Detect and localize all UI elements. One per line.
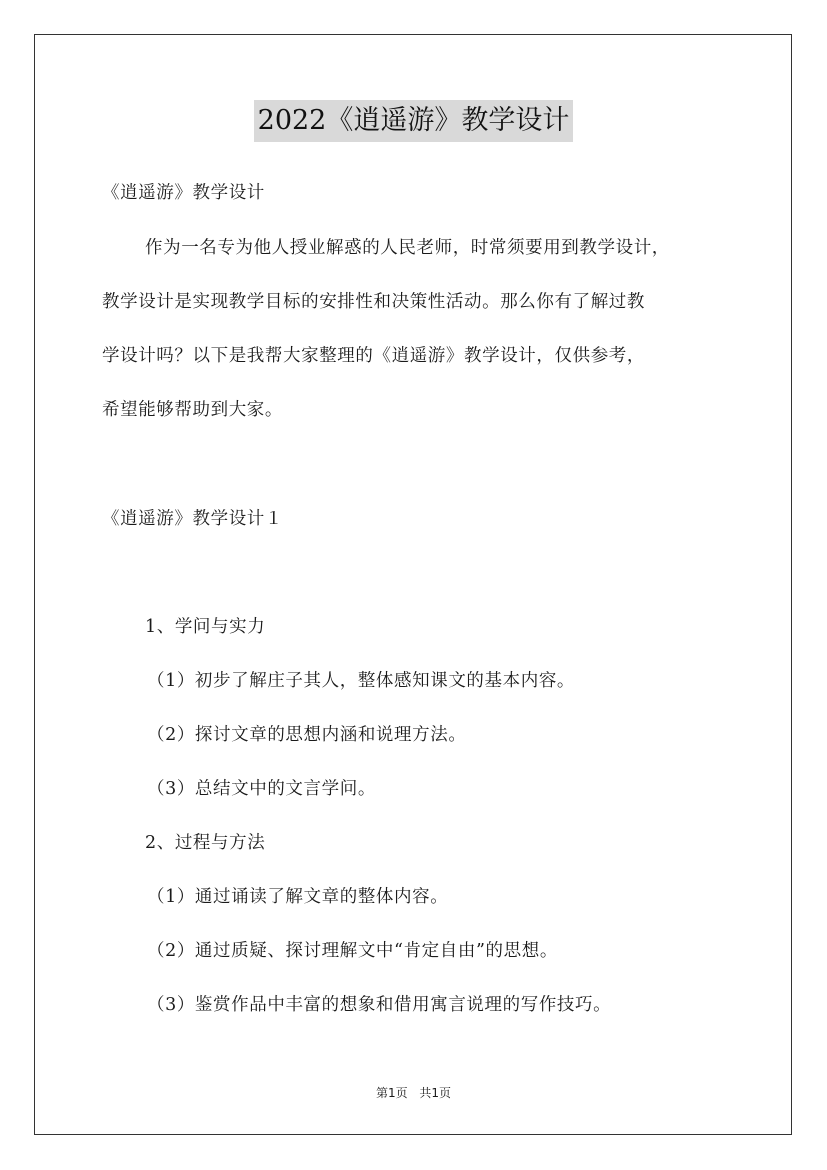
intro-line-1: 作为一名专为他人授业解惑的人民老师，时常须要用到教学设计， (145, 238, 670, 258)
page-number: 第1页 (375, 1086, 408, 1100)
list-item: （3）鉴赏作品中丰富的想象和借用寓言说理的写作技巧。 (147, 995, 612, 1015)
list-item: （3）总结文中的文言学问。 (147, 779, 376, 799)
intro-line-3: 学设计吗？以下是我帮大家整理的《逍遥游》教学设计，仅供参考， (102, 346, 645, 366)
intro-line-4: 希望能够帮助到大家。 (102, 400, 283, 420)
document-title: 2022《逍遥游》教学设计 (254, 100, 574, 142)
section-heading: 《逍遥游》教学设计１ (102, 509, 283, 529)
list-item: （2）通过质疑、探讨理解文中“肯定自由”的思想。 (147, 941, 558, 961)
list-item: （2）探讨文章的思想内涵和说理方法。 (147, 725, 467, 745)
list-item: （1）初步了解庄子其人，整体感知课文的基本内容。 (147, 671, 576, 691)
title-container (0, 100, 827, 142)
document-subtitle: 《逍遥游》教学设计 (102, 183, 265, 203)
list-item: 1、学问与实力 (145, 617, 266, 637)
list-item: （1）通过诵读了解文章的整体内容。 (147, 887, 449, 907)
page-footer (0, 1084, 827, 1101)
intro-line-2: 教学设计是实现教学目标的安排性和决策性活动。那么你有了解过教 (102, 292, 645, 312)
list-item: 2、过程与方法 (145, 833, 266, 853)
page-total: 共1页 (419, 1086, 452, 1100)
